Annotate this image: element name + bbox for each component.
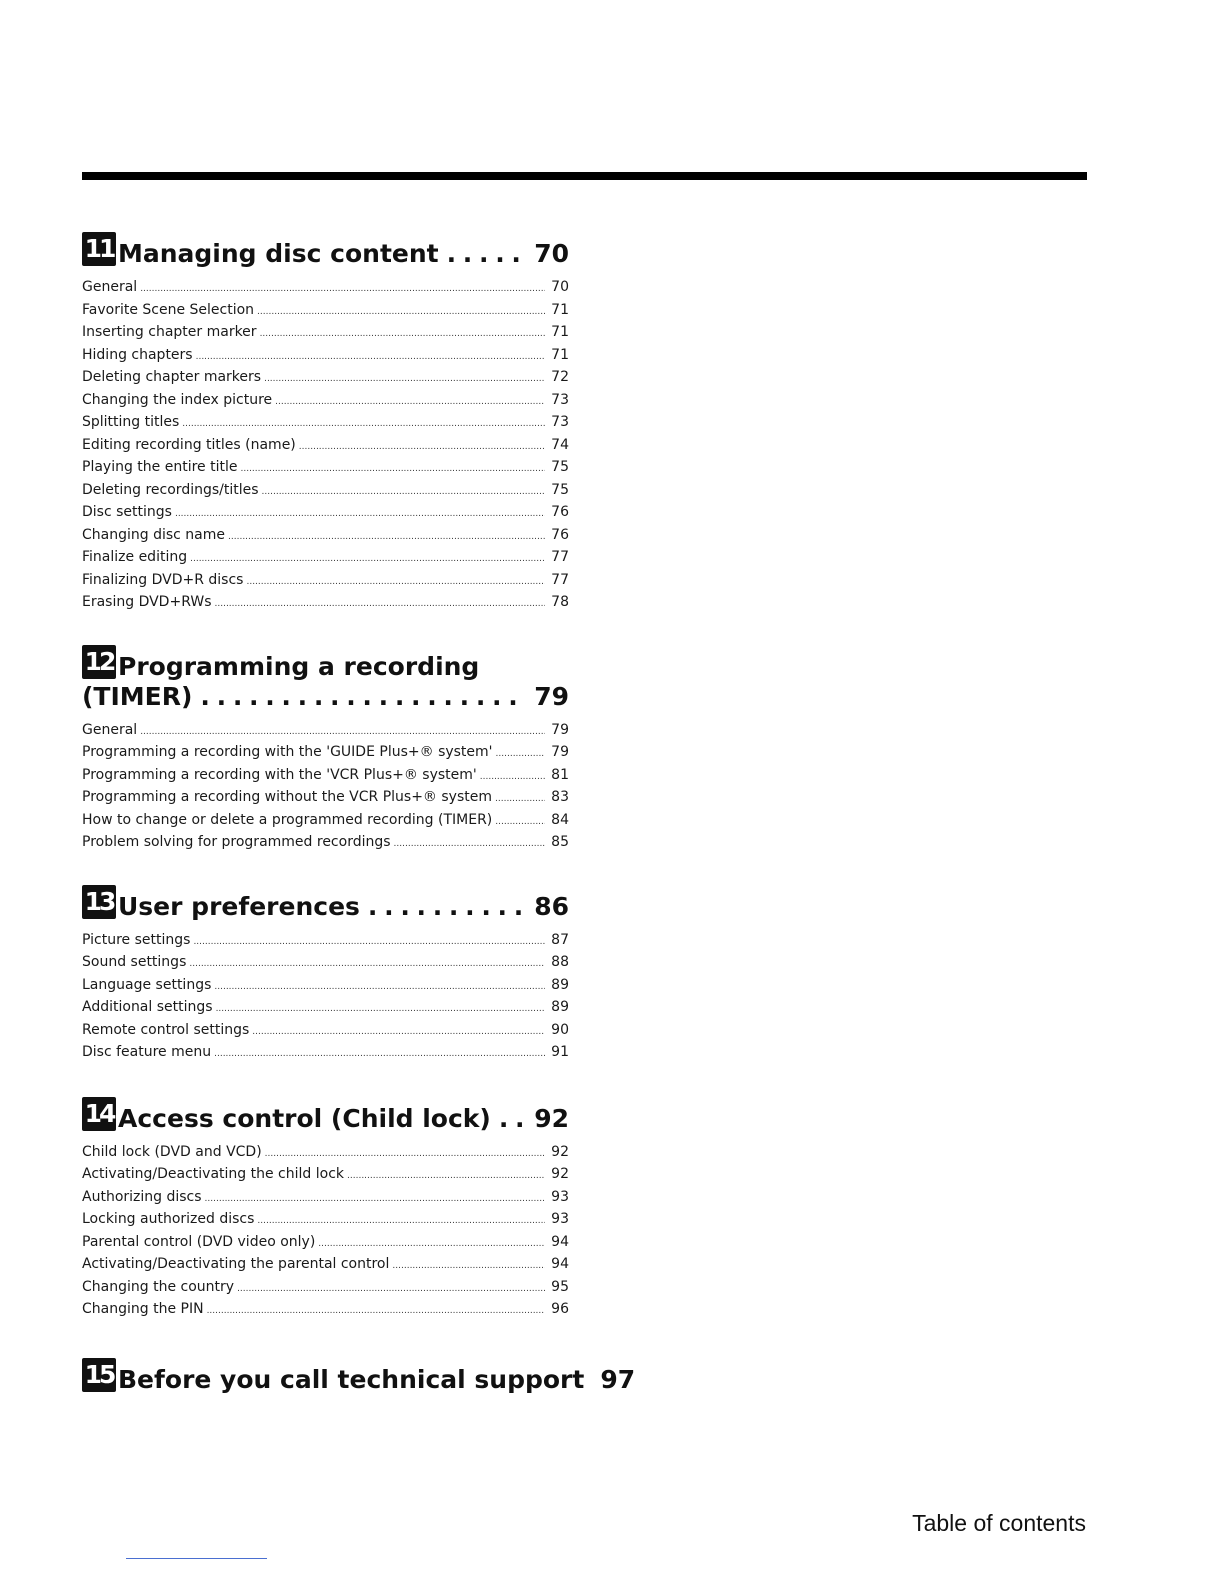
- entry-title: Editing recording titles (name): [82, 436, 296, 453]
- dot-leader: [196, 347, 545, 368]
- entry-title: Inserting chapter marker: [82, 324, 257, 340]
- toc-entry[interactable]: [82, 720, 569, 743]
- toc-entry[interactable]: [82, 480, 569, 503]
- toc-entry[interactable]: [82, 1187, 569, 1210]
- toc-entry[interactable]: [82, 277, 569, 300]
- entry-title: Activating/Deactivating the child lock: [82, 1166, 345, 1182]
- chapter-heading[interactable]: [82, 232, 569, 269]
- dot-leader: [189, 954, 545, 975]
- entry-page: 95: [551, 1278, 569, 1295]
- dot-leader: [237, 1279, 545, 1300]
- chapter-page: 92: [534, 1103, 569, 1133]
- entry-title: Programming a recording with the 'GUIDE Plus+® system': [82, 744, 493, 760]
- toc-entry[interactable]: [82, 547, 569, 570]
- entry-title: Finalize editing: [82, 549, 188, 565]
- entry-page: 92: [551, 1143, 569, 1160]
- dot-leader: [246, 572, 545, 593]
- entry-page: 93: [551, 1188, 569, 1205]
- section-15: [82, 1358, 636, 1395]
- toc-entry[interactable]: [82, 502, 569, 525]
- dot-leader: [252, 1022, 545, 1043]
- dot-leader: [318, 1234, 545, 1255]
- chapter-page: 79: [534, 681, 569, 711]
- chapter-number-badge: 12: [82, 645, 116, 679]
- entry-title: Changing the PIN: [82, 1301, 204, 1317]
- entry-list: [82, 277, 569, 615]
- entry-title: Changing disc name: [82, 526, 226, 543]
- dot-leader: [193, 932, 545, 953]
- dot-leader: [200, 682, 526, 712]
- entry-page: 79: [551, 744, 569, 760]
- entry-title: Finalizing DVD+R discs: [82, 571, 244, 588]
- toc-entry[interactable]: [82, 832, 569, 855]
- dot-leader: [140, 722, 545, 743]
- entry-page: 85: [551, 834, 569, 850]
- dot-leader: [205, 1189, 545, 1210]
- entry-page: 91: [551, 1044, 569, 1060]
- dot-leader: [447, 239, 527, 269]
- entry-title: Authorizing discs: [82, 1188, 202, 1205]
- chapter-heading[interactable]: [82, 885, 569, 922]
- entry-page: 90: [551, 1021, 569, 1038]
- entry-title: Programming a recording without the VCR Plus+® system: [82, 789, 492, 805]
- toc-entry[interactable]: [82, 1164, 569, 1187]
- toc-entry[interactable]: [82, 570, 569, 593]
- dot-leader: [275, 392, 545, 413]
- entry-page: 71: [551, 301, 569, 318]
- entry-page: 73: [551, 391, 569, 408]
- toc-entry[interactable]: [82, 1142, 569, 1165]
- dot-leader: [216, 999, 545, 1020]
- entry-page: 89: [551, 999, 569, 1015]
- toc-entry[interactable]: [82, 300, 569, 323]
- entry-page: 93: [551, 1211, 569, 1227]
- entry-list: [82, 930, 569, 1065]
- entry-page: 92: [551, 1166, 569, 1182]
- entry-title: Erasing DVD+RWs: [82, 594, 212, 610]
- dot-leader: [257, 302, 545, 323]
- entry-title: Child lock (DVD and VCD): [82, 1143, 262, 1160]
- entry-page: 89: [551, 976, 569, 993]
- chapter-page: 86: [534, 891, 569, 921]
- chapter-number-badge: 14: [82, 1097, 116, 1131]
- chapter-heading[interactable]: [82, 645, 569, 712]
- entry-title: Problem solving for programmed recordings: [82, 834, 391, 850]
- top-rule: [82, 172, 1087, 180]
- entry-page: 83: [551, 789, 569, 805]
- dot-leader: [394, 834, 545, 855]
- entry-title: Language settings: [82, 976, 212, 993]
- toc-entry[interactable]: [82, 367, 569, 390]
- toc-entry[interactable]: [82, 787, 569, 810]
- section-12: [82, 645, 569, 855]
- entry-page: 81: [551, 766, 569, 783]
- toc-entry[interactable]: [82, 412, 569, 435]
- chapter-number-badge: 13: [82, 885, 116, 919]
- toc-entry[interactable]: [82, 435, 569, 458]
- entry-page: 88: [551, 954, 569, 970]
- entry-page: 71: [551, 324, 569, 340]
- chapter-title-line-2: (TIMER): [82, 681, 193, 711]
- dot-leader: [368, 892, 526, 922]
- entry-title: General: [82, 721, 138, 738]
- chapter-title: Access control (Child lock): [118, 1103, 491, 1133]
- entry-page: 73: [551, 414, 569, 430]
- dot-leader: [214, 977, 545, 998]
- entry-page: 70: [551, 279, 569, 295]
- entry-title: Deleting recordings/titles: [82, 481, 259, 498]
- entry-title: Sound settings: [82, 954, 187, 970]
- entry-title: Favorite Scene Selection: [82, 301, 255, 318]
- chapter-title-line-1: Programming a recording: [118, 651, 480, 681]
- entry-page: 77: [551, 549, 569, 565]
- toc-entry[interactable]: [82, 1299, 569, 1322]
- entry-title: Hiding chapters: [82, 346, 193, 363]
- entry-page: 79: [551, 721, 569, 738]
- entry-title: Locking authorized discs: [82, 1211, 255, 1227]
- entry-page: 72: [551, 369, 569, 385]
- entry-page: 87: [551, 931, 569, 948]
- dot-leader: [265, 1144, 545, 1165]
- dot-leader: [140, 279, 545, 300]
- entry-page: 78: [551, 594, 569, 610]
- dot-leader: [240, 459, 545, 480]
- dot-leader: [347, 1166, 545, 1187]
- entry-title: Additional settings: [82, 999, 213, 1015]
- toc-entry[interactable]: [82, 1254, 569, 1277]
- dot-leader: [495, 789, 545, 810]
- dot-leader: [214, 1044, 545, 1065]
- dot-leader: [190, 549, 545, 570]
- toc-entry[interactable]: [82, 930, 569, 953]
- toc-entry[interactable]: [82, 997, 569, 1020]
- entry-page: 74: [551, 436, 569, 453]
- toc-entry[interactable]: [82, 810, 569, 833]
- toc-entry[interactable]: [82, 975, 569, 998]
- chapter-heading[interactable]: [82, 1358, 636, 1395]
- dot-leader: [228, 527, 545, 548]
- section-11: [82, 232, 569, 615]
- toc-entry[interactable]: [82, 525, 569, 548]
- dot-leader: [480, 767, 545, 788]
- entry-page: 76: [551, 526, 569, 543]
- entry-title: Disc settings: [82, 504, 172, 520]
- entry-page: 96: [551, 1301, 569, 1317]
- dot-leader: [392, 1256, 545, 1277]
- entry-list: [82, 720, 569, 855]
- dot-leader: [207, 1301, 545, 1322]
- dot-leader: [262, 482, 545, 503]
- toc-entry[interactable]: [82, 1232, 569, 1255]
- page-footer-label: Table of contents: [912, 1510, 1086, 1536]
- section-14: [82, 1097, 569, 1322]
- dot-leader: [499, 1104, 526, 1134]
- toc-entry[interactable]: [82, 592, 569, 615]
- entry-title: Playing the entire title: [82, 459, 238, 475]
- entry-page: 94: [551, 1233, 569, 1250]
- dot-leader: [264, 369, 545, 390]
- entry-title: Remote control settings: [82, 1021, 250, 1038]
- toc-entry[interactable]: [82, 345, 569, 368]
- dot-leader: [215, 594, 546, 615]
- dot-leader: [175, 504, 545, 525]
- dot-leader: [496, 744, 545, 765]
- entry-page: 76: [551, 504, 569, 520]
- toc-entry[interactable]: [82, 1042, 569, 1065]
- dot-leader: [260, 324, 545, 345]
- entry-page: 75: [551, 481, 569, 498]
- toc-entry[interactable]: [82, 1277, 569, 1300]
- chapter-number-badge: 15: [82, 1358, 116, 1392]
- entry-title: Programming a recording with the 'VCR Plus+® system': [82, 766, 477, 783]
- entry-title: Splitting titles: [82, 414, 180, 430]
- entry-list: [82, 1142, 569, 1322]
- entry-page: 75: [551, 459, 569, 475]
- toc-entry[interactable]: [82, 742, 569, 765]
- toc-entry[interactable]: [82, 765, 569, 788]
- link-underline: [126, 1558, 267, 1559]
- entry-title: Parental control (DVD video only): [82, 1233, 316, 1250]
- entry-page: 77: [551, 571, 569, 588]
- section-13: [82, 885, 569, 1065]
- toc-entry[interactable]: [82, 457, 569, 480]
- dot-leader: [257, 1211, 545, 1232]
- dot-leader: [495, 812, 545, 833]
- chapter-number-badge: 11: [82, 232, 116, 266]
- entry-title: Changing the index picture: [82, 391, 273, 408]
- entry-title: Disc feature menu: [82, 1044, 212, 1060]
- chapter-title: User preferences: [118, 891, 360, 921]
- chapter-title: Managing disc content: [118, 239, 439, 268]
- dot-leader: [182, 414, 545, 435]
- chapter-heading[interactable]: [82, 1097, 569, 1134]
- entry-page: 84: [551, 811, 569, 828]
- dot-leader: [299, 437, 545, 458]
- entry-page: 94: [551, 1256, 569, 1272]
- entry-title: Activating/Deactivating the parental control: [82, 1256, 390, 1272]
- entry-title: Deleting chapter markers: [82, 369, 262, 385]
- chapter-title: Before you call technical support: [118, 1364, 585, 1394]
- entry-title: Picture settings: [82, 931, 191, 948]
- entry-title: Changing the country: [82, 1278, 235, 1295]
- chapter-page: 97: [600, 1364, 636, 1394]
- toc-entry[interactable]: [82, 1020, 569, 1043]
- toc-entry[interactable]: [82, 322, 569, 345]
- entry-page: 71: [551, 346, 569, 363]
- chapter-page: 70: [534, 239, 569, 268]
- toc-entry[interactable]: [82, 1209, 569, 1232]
- entry-title: General: [82, 279, 138, 295]
- toc-entry[interactable]: [82, 390, 569, 413]
- table-of-contents: [82, 232, 636, 1395]
- entry-title: How to change or delete a programmed recording (TIMER): [82, 811, 493, 828]
- toc-entry[interactable]: [82, 952, 569, 975]
